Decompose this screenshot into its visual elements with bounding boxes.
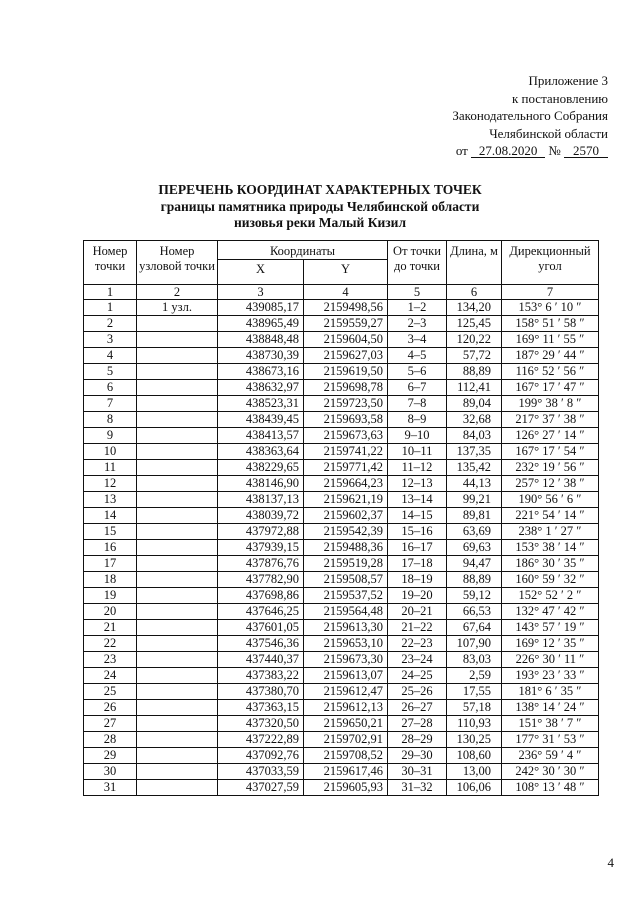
cell-length: 89,04: [447, 396, 502, 412]
cell-direction-angle: 221° 54 ′ 14 ″: [502, 508, 599, 524]
cell-y: 2159602,37: [304, 508, 388, 524]
cell-node-number: [137, 684, 218, 700]
table-row: [84, 492, 599, 508]
cell-length: 69,63: [447, 540, 502, 556]
cell-node-number: [137, 444, 218, 460]
cell-direction-angle: 187° 29 ′ 44 ″: [502, 348, 599, 364]
cell-x: 438523,31: [218, 396, 304, 412]
header-segment: От точки до точки: [388, 241, 447, 285]
cell-segment: 11–12: [388, 460, 447, 476]
cell-point-number: 2: [84, 316, 137, 332]
cell-direction-angle: 199° 38 ′ 8 ″: [502, 396, 599, 412]
column-index-row: [84, 285, 599, 300]
cell-x: 437033,59: [218, 764, 304, 780]
cell-y: 2159559,27: [304, 316, 388, 332]
cell-direction-angle: 152° 52 ′ 2 ″: [502, 588, 599, 604]
cell-segment: 31–32: [388, 780, 447, 796]
cell-x: 438229,65: [218, 460, 304, 476]
cell-node-number: [137, 588, 218, 604]
cell-direction-angle: 186° 30 ′ 35 ″: [502, 556, 599, 572]
cell-y: 2159488,36: [304, 540, 388, 556]
table-row: [84, 460, 599, 476]
cell-length: 134,20: [447, 300, 502, 316]
cell-direction-angle: 177° 31 ′ 53 ″: [502, 732, 599, 748]
cell-length: 106,06: [447, 780, 502, 796]
cell-node-number: 1 узл.: [137, 300, 218, 316]
cell-y: 2159693,58: [304, 412, 388, 428]
cell-direction-angle: 138° 14 ′ 24 ″: [502, 700, 599, 716]
cell-node-number: [137, 620, 218, 636]
cell-point-number: 31: [84, 780, 137, 796]
cell-y: 2159612,47: [304, 684, 388, 700]
cell-direction-angle: 143° 57 ′ 19 ″: [502, 620, 599, 636]
cell-segment: 27–28: [388, 716, 447, 732]
cell-point-number: 9: [84, 428, 137, 444]
column-index: 3: [218, 285, 304, 300]
cell-node-number: [137, 668, 218, 684]
cell-segment: 30–31: [388, 764, 447, 780]
cell-direction-angle: 167° 17 ′ 47 ″: [502, 380, 599, 396]
cell-direction-angle: 232° 19 ′ 56 ″: [502, 460, 599, 476]
cell-point-number: 22: [84, 636, 137, 652]
cell-direction-angle: 181° 6 ′ 35 ″: [502, 684, 599, 700]
table-row: [84, 300, 599, 316]
cell-length: 88,89: [447, 572, 502, 588]
cell-segment: 16–17: [388, 540, 447, 556]
table-row: [84, 540, 599, 556]
cell-length: 99,21: [447, 492, 502, 508]
header-node-number: Номер узловой точки: [137, 241, 218, 285]
cell-length: 57,72: [447, 348, 502, 364]
from-label: от: [455, 143, 468, 158]
cell-node-number: [137, 364, 218, 380]
cell-x: 437440,37: [218, 652, 304, 668]
cell-x: 438439,45: [218, 412, 304, 428]
cell-y: 2159604,50: [304, 332, 388, 348]
cell-point-number: 27: [84, 716, 137, 732]
cell-direction-angle: 151° 38 ′ 7 ″: [502, 716, 599, 732]
table-row: [84, 396, 599, 412]
cell-y: 2159612,13: [304, 700, 388, 716]
cell-x: 437383,22: [218, 668, 304, 684]
table-row: [84, 556, 599, 572]
cell-segment: 20–21: [388, 604, 447, 620]
cell-node-number: [137, 716, 218, 732]
cell-x: 437972,88: [218, 524, 304, 540]
header-length: Длина, м: [447, 241, 502, 285]
cell-point-number: 11: [84, 460, 137, 476]
table-row: [84, 524, 599, 540]
cell-segment: 23–24: [388, 652, 447, 668]
table-row: [84, 700, 599, 716]
header-coordinates: Координаты: [218, 241, 388, 260]
cell-segment: 4–5: [388, 348, 447, 364]
cell-node-number: [137, 524, 218, 540]
cell-y: 2159664,23: [304, 476, 388, 492]
document-title: [0, 182, 640, 232]
cell-direction-angle: 242° 30 ′ 30 ″: [502, 764, 599, 780]
table-row: [84, 508, 599, 524]
cell-direction-angle: 153° 38 ′ 14 ″: [502, 540, 599, 556]
cell-point-number: 5: [84, 364, 137, 380]
table-row: [84, 476, 599, 492]
cell-length: 57,18: [447, 700, 502, 716]
cell-segment: 15–16: [388, 524, 447, 540]
cell-y: 2159613,07: [304, 668, 388, 684]
cell-direction-angle: 126° 27 ′ 14 ″: [502, 428, 599, 444]
cell-direction-angle: 116° 52 ′ 56 ″: [502, 364, 599, 380]
cell-segment: 18–19: [388, 572, 447, 588]
cell-node-number: [137, 636, 218, 652]
cell-length: 130,25: [447, 732, 502, 748]
cell-point-number: 19: [84, 588, 137, 604]
cell-length: 66,53: [447, 604, 502, 620]
cell-x: 437939,15: [218, 540, 304, 556]
column-index: 1: [84, 285, 137, 300]
cell-segment: 25–26: [388, 684, 447, 700]
cell-length: 44,13: [447, 476, 502, 492]
cell-y: 2159617,46: [304, 764, 388, 780]
cell-x: 438730,39: [218, 348, 304, 364]
cell-point-number: 25: [84, 684, 137, 700]
cell-segment: 14–15: [388, 508, 447, 524]
cell-point-number: 14: [84, 508, 137, 524]
cell-direction-angle: 257° 12 ′ 38 ″: [502, 476, 599, 492]
resolution-number: 2570: [564, 144, 608, 158]
cell-y: 2159708,52: [304, 748, 388, 764]
cell-x: 438632,97: [218, 380, 304, 396]
cell-segment: 12–13: [388, 476, 447, 492]
cell-point-number: 16: [84, 540, 137, 556]
cell-direction-angle: 158° 51 ′ 58 ″: [502, 316, 599, 332]
cell-direction-angle: 160° 59 ′ 32 ″: [502, 572, 599, 588]
header-y: Y: [304, 260, 388, 285]
table-row: [84, 636, 599, 652]
table-row: [84, 780, 599, 796]
cell-length: 107,90: [447, 636, 502, 652]
page-number: 4: [607, 855, 614, 870]
cell-y: 2159621,19: [304, 492, 388, 508]
cell-point-number: 28: [84, 732, 137, 748]
table-row: [84, 380, 599, 396]
cell-y: 2159741,22: [304, 444, 388, 460]
table-row: [84, 652, 599, 668]
cell-length: 67,64: [447, 620, 502, 636]
cell-length: 108,60: [447, 748, 502, 764]
cell-segment: 26–27: [388, 700, 447, 716]
cell-node-number: [137, 652, 218, 668]
cell-direction-angle: 190° 56 ′ 6 ″: [502, 492, 599, 508]
cell-direction-angle: 226° 30 ′ 11 ″: [502, 652, 599, 668]
cell-point-number: 21: [84, 620, 137, 636]
column-index: 7: [502, 285, 599, 300]
cell-x: 438965,49: [218, 316, 304, 332]
cell-y: 2159702,91: [304, 732, 388, 748]
cell-segment: 5–6: [388, 364, 447, 380]
cell-length: 88,89: [447, 364, 502, 380]
cell-point-number: 15: [84, 524, 137, 540]
resolution-date: 27.08.2020: [471, 144, 545, 158]
cell-node-number: [137, 348, 218, 364]
number-label: №: [548, 143, 561, 158]
cell-segment: 9–10: [388, 428, 447, 444]
cell-point-number: 7: [84, 396, 137, 412]
cell-segment: 2–3: [388, 316, 447, 332]
cell-length: 2,59: [447, 668, 502, 684]
cell-length: 17,55: [447, 684, 502, 700]
table-row: [84, 316, 599, 332]
table-row: [84, 668, 599, 684]
cell-point-number: 24: [84, 668, 137, 684]
table-row: [84, 412, 599, 428]
cell-point-number: 12: [84, 476, 137, 492]
cell-point-number: 23: [84, 652, 137, 668]
cell-node-number: [137, 732, 218, 748]
cell-point-number: 20: [84, 604, 137, 620]
cell-segment: 3–4: [388, 332, 447, 348]
cell-x: 438137,13: [218, 492, 304, 508]
appendix-region: Челябинской области: [489, 125, 608, 141]
cell-length: 83,03: [447, 652, 502, 668]
cell-x: 437363,15: [218, 700, 304, 716]
cell-segment: 19–20: [388, 588, 447, 604]
table-row: [84, 348, 599, 364]
appendix-date-line: [378, 142, 608, 160]
appendix-to-resolution: к постановлению: [511, 90, 608, 106]
cell-length: 137,35: [447, 444, 502, 460]
cell-y: 2159698,78: [304, 380, 388, 396]
cell-y: 2159673,30: [304, 652, 388, 668]
column-index: 6: [447, 285, 502, 300]
cell-y: 2159564,48: [304, 604, 388, 620]
cell-x: 437092,76: [218, 748, 304, 764]
table-row: [84, 332, 599, 348]
cell-direction-angle: 169° 11 ′ 55 ″: [502, 332, 599, 348]
cell-length: 59,12: [447, 588, 502, 604]
table-row: [84, 588, 599, 604]
cell-node-number: [137, 412, 218, 428]
cell-point-number: 13: [84, 492, 137, 508]
cell-direction-angle: 153° 6 ′ 10 ″: [502, 300, 599, 316]
cell-length: 112,41: [447, 380, 502, 396]
cell-direction-angle: 217° 37 ′ 38 ″: [502, 412, 599, 428]
cell-segment: 21–22: [388, 620, 447, 636]
cell-length: 32,68: [447, 412, 502, 428]
appendix-assembly: Законодательного Собрания: [452, 108, 608, 123]
cell-segment: 22–23: [388, 636, 447, 652]
cell-y: 2159542,39: [304, 524, 388, 540]
cell-length: 84,03: [447, 428, 502, 444]
cell-node-number: [137, 508, 218, 524]
cell-point-number: 1: [84, 300, 137, 316]
cell-direction-angle: 167° 17 ′ 54 ″: [502, 444, 599, 460]
cell-x: 437027,59: [218, 780, 304, 796]
cell-segment: 8–9: [388, 412, 447, 428]
cell-node-number: [137, 380, 218, 396]
cell-segment: 29–30: [388, 748, 447, 764]
cell-y: 2159613,30: [304, 620, 388, 636]
cell-length: 94,47: [447, 556, 502, 572]
cell-y: 2159723,50: [304, 396, 388, 412]
column-index: 5: [388, 285, 447, 300]
cell-point-number: 4: [84, 348, 137, 364]
cell-node-number: [137, 460, 218, 476]
cell-length: 120,22: [447, 332, 502, 348]
cell-x: 438039,72: [218, 508, 304, 524]
title-line-3: низовья реки Малый Кизил: [233, 215, 407, 230]
cell-node-number: [137, 540, 218, 556]
cell-x: 437782,90: [218, 572, 304, 588]
cell-y: 2159605,93: [304, 780, 388, 796]
cell-node-number: [137, 764, 218, 780]
table-row: [84, 764, 599, 780]
cell-point-number: 8: [84, 412, 137, 428]
cell-y: 2159673,63: [304, 428, 388, 444]
table-row: [84, 732, 599, 748]
cell-point-number: 26: [84, 700, 137, 716]
cell-x: 437601,05: [218, 620, 304, 636]
cell-point-number: 10: [84, 444, 137, 460]
cell-segment: 1–2: [388, 300, 447, 316]
table-row: [84, 684, 599, 700]
cell-x: 437546,36: [218, 636, 304, 652]
table-row: [84, 572, 599, 588]
title-line-1: ПЕРЕЧЕНЬ КООРДИНАТ ХАРАКТЕРНЫХ ТОЧЕК: [158, 182, 482, 197]
cell-x: 438146,90: [218, 476, 304, 492]
cell-direction-angle: 169° 12 ′ 35 ″: [502, 636, 599, 652]
cell-node-number: [137, 780, 218, 796]
cell-node-number: [137, 492, 218, 508]
cell-length: 110,93: [447, 716, 502, 732]
cell-node-number: [137, 556, 218, 572]
table-row: [84, 748, 599, 764]
header-point-number: Номер точки: [84, 241, 137, 285]
cell-point-number: 29: [84, 748, 137, 764]
cell-x: 438413,57: [218, 428, 304, 444]
table-row: [84, 364, 599, 380]
coordinates-table: [83, 240, 599, 796]
table-row: [84, 444, 599, 460]
cell-point-number: 18: [84, 572, 137, 588]
cell-node-number: [137, 316, 218, 332]
cell-y: 2159627,03: [304, 348, 388, 364]
cell-x: 438673,16: [218, 364, 304, 380]
cell-x: 437380,70: [218, 684, 304, 700]
cell-x: 437222,89: [218, 732, 304, 748]
cell-x: 438363,64: [218, 444, 304, 460]
cell-y: 2159498,56: [304, 300, 388, 316]
cell-segment: 13–14: [388, 492, 447, 508]
cell-x: 438848,48: [218, 332, 304, 348]
table-row: [84, 428, 599, 444]
table-row: [84, 716, 599, 732]
cell-direction-angle: 238° 1 ′ 27 ″: [502, 524, 599, 540]
cell-length: 63,69: [447, 524, 502, 540]
cell-length: 125,45: [447, 316, 502, 332]
cell-x: 437698,86: [218, 588, 304, 604]
cell-direction-angle: 108° 13 ′ 48 ″: [502, 780, 599, 796]
cell-y: 2159771,42: [304, 460, 388, 476]
cell-length: 13,00: [447, 764, 502, 780]
cell-node-number: [137, 396, 218, 412]
cell-y: 2159519,28: [304, 556, 388, 572]
cell-length: 135,42: [447, 460, 502, 476]
cell-x: 437876,76: [218, 556, 304, 572]
column-index: 4: [304, 285, 388, 300]
table-row: [84, 604, 599, 620]
cell-node-number: [137, 572, 218, 588]
cell-point-number: 17: [84, 556, 137, 572]
appendix-block: [378, 72, 608, 160]
header-direction-angle: Дирекционный угол: [502, 241, 599, 285]
header-x: X: [218, 260, 304, 285]
title-line-2: границы памятника природы Челябинской области: [160, 198, 480, 214]
cell-direction-angle: 193° 23 ′ 33 ″: [502, 668, 599, 684]
cell-direction-angle: 236° 59 ′ 4 ″: [502, 748, 599, 764]
cell-y: 2159619,50: [304, 364, 388, 380]
cell-node-number: [137, 428, 218, 444]
cell-segment: 7–8: [388, 396, 447, 412]
cell-point-number: 6: [84, 380, 137, 396]
cell-point-number: 3: [84, 332, 137, 348]
cell-segment: 17–18: [388, 556, 447, 572]
cell-x: 437646,25: [218, 604, 304, 620]
cell-length: 89,81: [447, 508, 502, 524]
cell-direction-angle: 132° 47 ′ 42 ″: [502, 604, 599, 620]
cell-y: 2159653,10: [304, 636, 388, 652]
cell-segment: 28–29: [388, 732, 447, 748]
cell-node-number: [137, 332, 218, 348]
cell-y: 2159537,52: [304, 588, 388, 604]
cell-y: 2159650,21: [304, 716, 388, 732]
cell-node-number: [137, 476, 218, 492]
cell-x: 437320,50: [218, 716, 304, 732]
column-index: 2: [137, 285, 218, 300]
table-row: [84, 620, 599, 636]
cell-node-number: [137, 604, 218, 620]
cell-y: 2159508,57: [304, 572, 388, 588]
cell-point-number: 30: [84, 764, 137, 780]
cell-segment: 6–7: [388, 380, 447, 396]
cell-node-number: [137, 700, 218, 716]
cell-x: 439085,17: [218, 300, 304, 316]
cell-segment: 24–25: [388, 668, 447, 684]
cell-node-number: [137, 748, 218, 764]
appendix-title: Приложение 3: [528, 73, 608, 88]
cell-segment: 10–11: [388, 444, 447, 460]
